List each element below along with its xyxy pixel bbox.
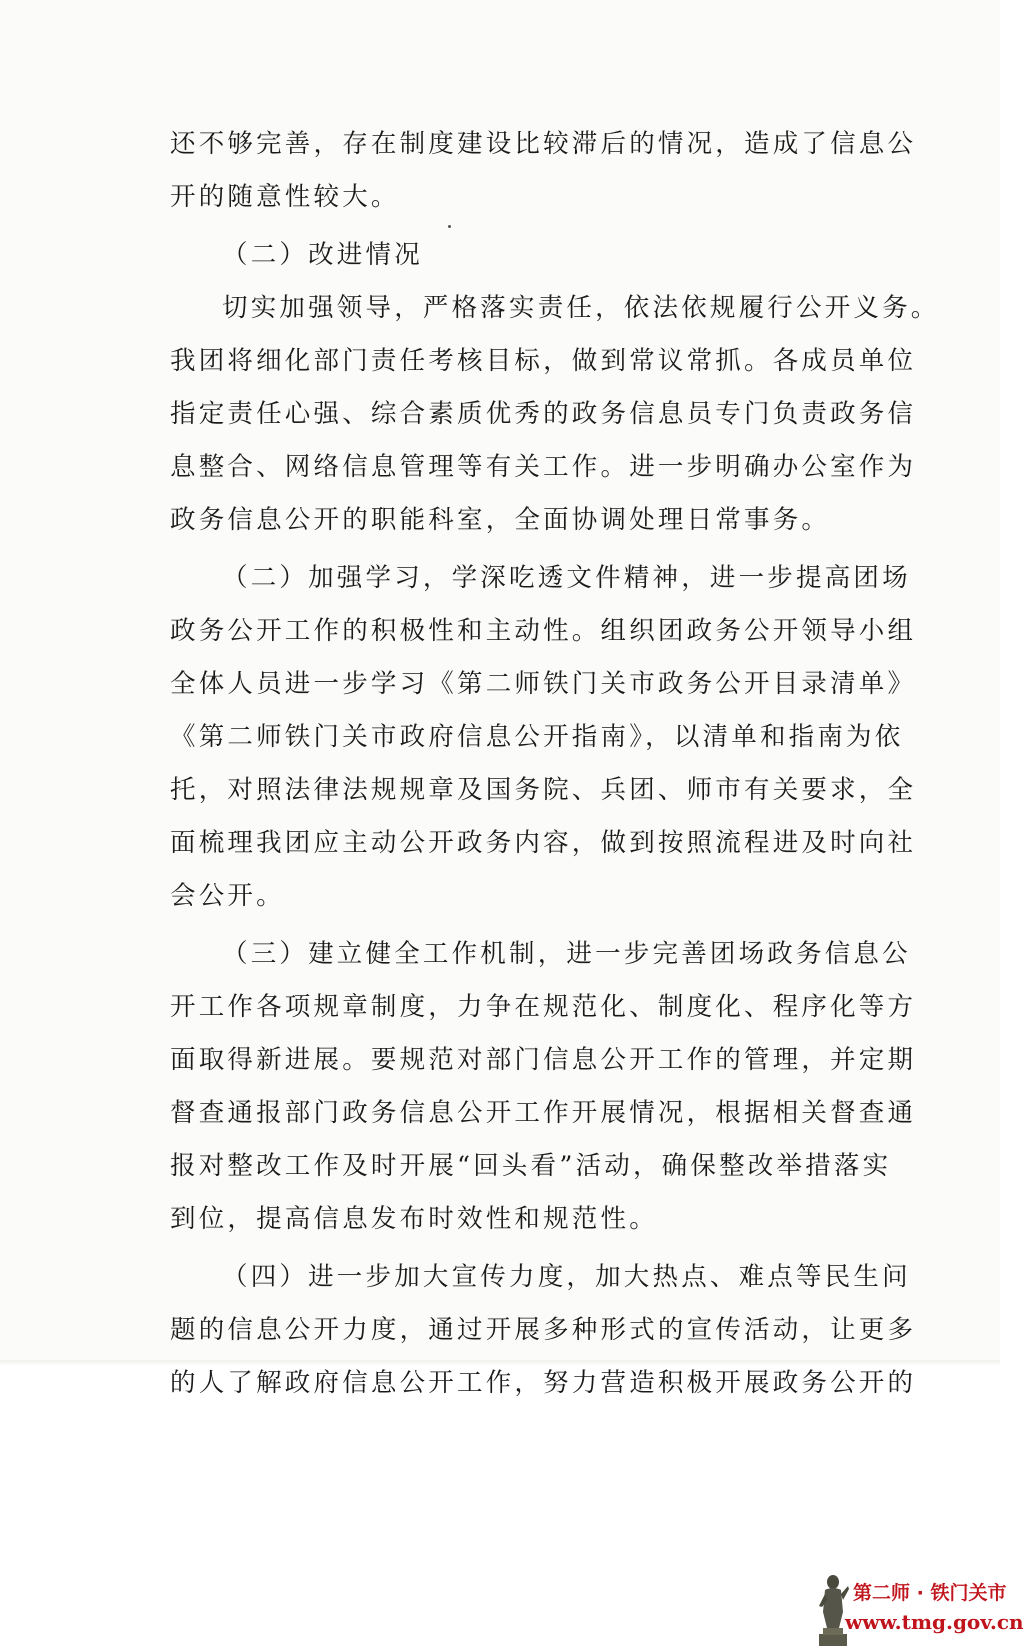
paragraph-line: 政务信息公开的职能科室，全面协调处理日常事务。 — [170, 505, 831, 535]
paragraph-line: 切实加强领导，严格落实责任，依法依规履行公开义务。 — [222, 293, 940, 323]
watermark-site-name: 第二师 · 铁门关市 — [853, 1582, 1007, 1604]
paragraph-line: 开的随意性较大。 — [170, 182, 400, 212]
paragraph-line: 面梳理我团应主动公开政务内容，做到按照流程进及时向社 — [170, 828, 917, 858]
watermark-site-url: www.tmg.gov.cn — [845, 1610, 1024, 1634]
site-watermark — [815, 1568, 1024, 1647]
paragraph-line: 政务公开工作的积极性和主动性。组织团政务公开领导小组 — [170, 616, 917, 646]
paragraph-line: 全体人员进一步学习《第二师铁门关市政务公开目录清单》 — [170, 669, 917, 699]
paragraph-line: 到位，提高信息发布时效性和规范性。 — [170, 1204, 658, 1234]
paragraph-line: 还不够完善，存在制度建设比较滞后的情况，造成了信息公 — [170, 129, 917, 159]
paragraph-line: （四）进一步加大宣传力度，加大热点、难点等民生问 — [222, 1262, 911, 1292]
paragraph-line: 托，对照法律法规规章及国务院、兵团、师市有关要求，全 — [170, 775, 917, 805]
paragraph-line: 《第二师铁门关市政府信息公开指南》，以清单和指南为依 — [170, 722, 904, 752]
paragraph-line: 督查通报部门政务信息公开工作开展情况，根据相关督查通 — [170, 1098, 917, 1128]
paragraph-line: 开工作各项规章制度，力争在规范化、制度化、程序化等方 — [170, 992, 917, 1022]
statue-icon — [815, 1572, 851, 1646]
paragraph-line: 报对整改工作及时开展“回头看”活动，确保整改举措落实 — [170, 1151, 892, 1181]
section-heading: （二）改进情况 — [222, 240, 423, 270]
document-body — [170, 118, 940, 1410]
paragraph-line: 我团将细化部门责任考核目标，做到常议常抓。各成员单位 — [170, 346, 917, 376]
paragraph-line: 指定责任心强、综合素质优秀的政务信息员专门负责政务信 — [170, 399, 917, 429]
paragraph-line: 的人了解政府信息公开工作，努力营造积极开展政务公开的 — [170, 1368, 917, 1398]
paragraph-line: 题的信息公开力度，通过开展多种形式的宣传活动，让更多 — [170, 1315, 917, 1345]
paragraph-line: 息整合、网络信息管理等有关工作。进一步明确办公室作为 — [170, 452, 917, 482]
paragraph-line: （二）加强学习，学深吃透文件精神，进一步提高团场 — [222, 563, 911, 593]
paragraph-line: 会公开。 — [170, 881, 285, 911]
paragraph-line: 面取得新进展。要规范对部门信息公开工作的管理，并定期 — [170, 1045, 917, 1075]
paragraph-line: （三）建立健全工作机制，进一步完善团场政务信息公 — [222, 939, 911, 969]
